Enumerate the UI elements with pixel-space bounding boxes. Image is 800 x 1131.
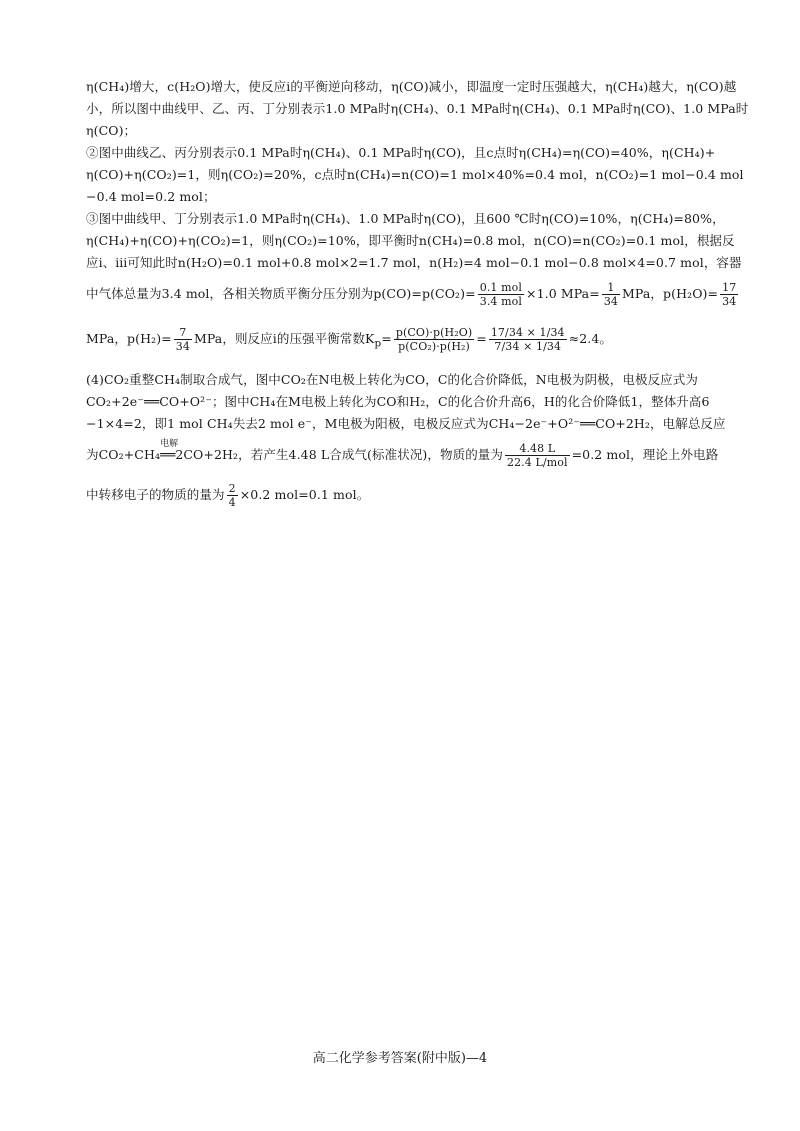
fraction: $\frac{\text{p(CO)·p(H₂O)}}{\text{p(CO₂)·p(H₂)}}$ — [395, 326, 473, 353]
text-line: CO₂+2e⁻══CO+O²⁻；图中CH₄在M电极上转化为CO和H₂，C的化合价升高6，H的化合价降低1，整体升高6 — [86, 393, 710, 409]
page-footer: 高二化学参考答案(附中版)—4 — [312, 1051, 488, 1066]
text-line: 小，所以图中曲线甲、乙、丙、丁分别表示1.0 MPa时η(CH₄)、0.1 MPa时η(CH₄)、0.1 MPa时η(CO)、1.0 MPa时 — [86, 101, 749, 116]
fraction: $\frac{7}{34}$ — [175, 326, 190, 353]
text-line: −0.4 mol=0.2 mol； — [86, 189, 216, 204]
text-line: 应ⅰ、ⅲ可知此时n(H₂O)=0.1 mol+0.8 mol×2=1.7 mol，n(H₂)=4 mol−0.1 mol−0.8 mol×4=0.7 mol，容器 — [86, 255, 742, 270]
electrolysis-arrow: 电解 ══ — [160, 438, 179, 462]
electrolysis-line: 为CO₂+CH₄ 电解 ══2CO+2H₂，若产生4.48 L合成气(标准状况)，物质的量为 $\frac{4.48 L}{\text{22.4 L/mol}}$ =0.2 mol，理论上外电路 — [86, 435, 726, 475]
fraction: $\frac{17}{34}$ — [722, 281, 737, 308]
text-line: η(CH₄)+η(CO)+η(CO₂)=1，则η(CO₂)=10%，即平衡时n(CH₄)=0.8 mol，n(CO)=n(CO₂)=0.1 mol，根据反 — [86, 233, 735, 248]
text-line: η(CO)； — [86, 123, 137, 138]
answer-text — [86, 76, 749, 515]
fraction: $\frac{2}{4}$ — [228, 481, 236, 509]
text-line: (4)CO₂重整CH₄制取合成气，图中CO₂在N电极上转化为CO，C的化合价降低，N电极为阴极，电极反应式为 — [86, 371, 698, 387]
text-line: η(CO)+η(CO₂)=1，则η(CO₂)=20%，c点时n(CH₄)=n(CO)=1 mol×40%=0.4 mol，n(CO₂)=1 mol−0.4 mol — [86, 167, 744, 182]
text-line: −1×4=2，即1 mol CH₄失去2 mol e⁻，M电极为阳极，电极反应式为CH₄−2e⁻+O²⁻══CO+2H₂，电解总反应 — [86, 415, 726, 431]
text-line: η(CH₄)增大，c(H₂O)增大，使反应ⅰ的平衡逆向移动，η(CO)减小，即温度一定时压强越大，η(CH₄)越大，η(CO)越 — [86, 79, 737, 94]
electron-line: 中转移电子的物质的量为 $\frac{2}{4}$ ×0.2 mol=0.1 mol。 — [86, 481, 370, 509]
text-line: ②图中曲线乙、丙分别表示0.1 MPa时η(CH₄)、0.1 MPa时η(CO)，且c点时η(CH₄)=η(CO)=40%，η(CH₄)+ — [86, 145, 716, 160]
fraction: $\frac{1}{34}$ — [603, 281, 619, 308]
pressure-line: 中气体总量为3.4 mol，各相关物质平衡分压分别为p(CO)=p(CO₂)= $\frac{\text{0.1 mol}}{\text{3.4 mol}}$ ×1.0 MPa= $\frac{1}{34}$ MPa，p(H₂O)= $\frac{17}{34}$ — [86, 281, 737, 308]
text-line: ③图中曲线甲、丁分别表示1.0 MPa时η(CH₄)、1.0 MPa时η(CO)，且600 ℃时η(CO)=10%，η(CH₄)=80%， — [86, 211, 725, 226]
fraction: $\frac{4.48 L}{\text{22.4 L/mol}}$ — [507, 441, 568, 469]
kp-line: MPa，p(H₂)= $\frac{7}{34}$ MPa，则反应ⅰ的压强平衡常数$K_p=$ $\frac{\text{p(CO)·p(H₂O)}}{\text{p(CO₂)·p(H₂)}}$ = $\frac{17/34 \times 1/34}{7/34 \times 1/34}$ ≈2.4。 — [86, 326, 612, 353]
fraction: $\frac{17/34 \times 1/34}{7/34 \times 1/34}$ — [490, 326, 565, 353]
fraction: $\frac{\text{0.1 mol}}{\text{3.4 mol}}$ — [479, 281, 522, 308]
